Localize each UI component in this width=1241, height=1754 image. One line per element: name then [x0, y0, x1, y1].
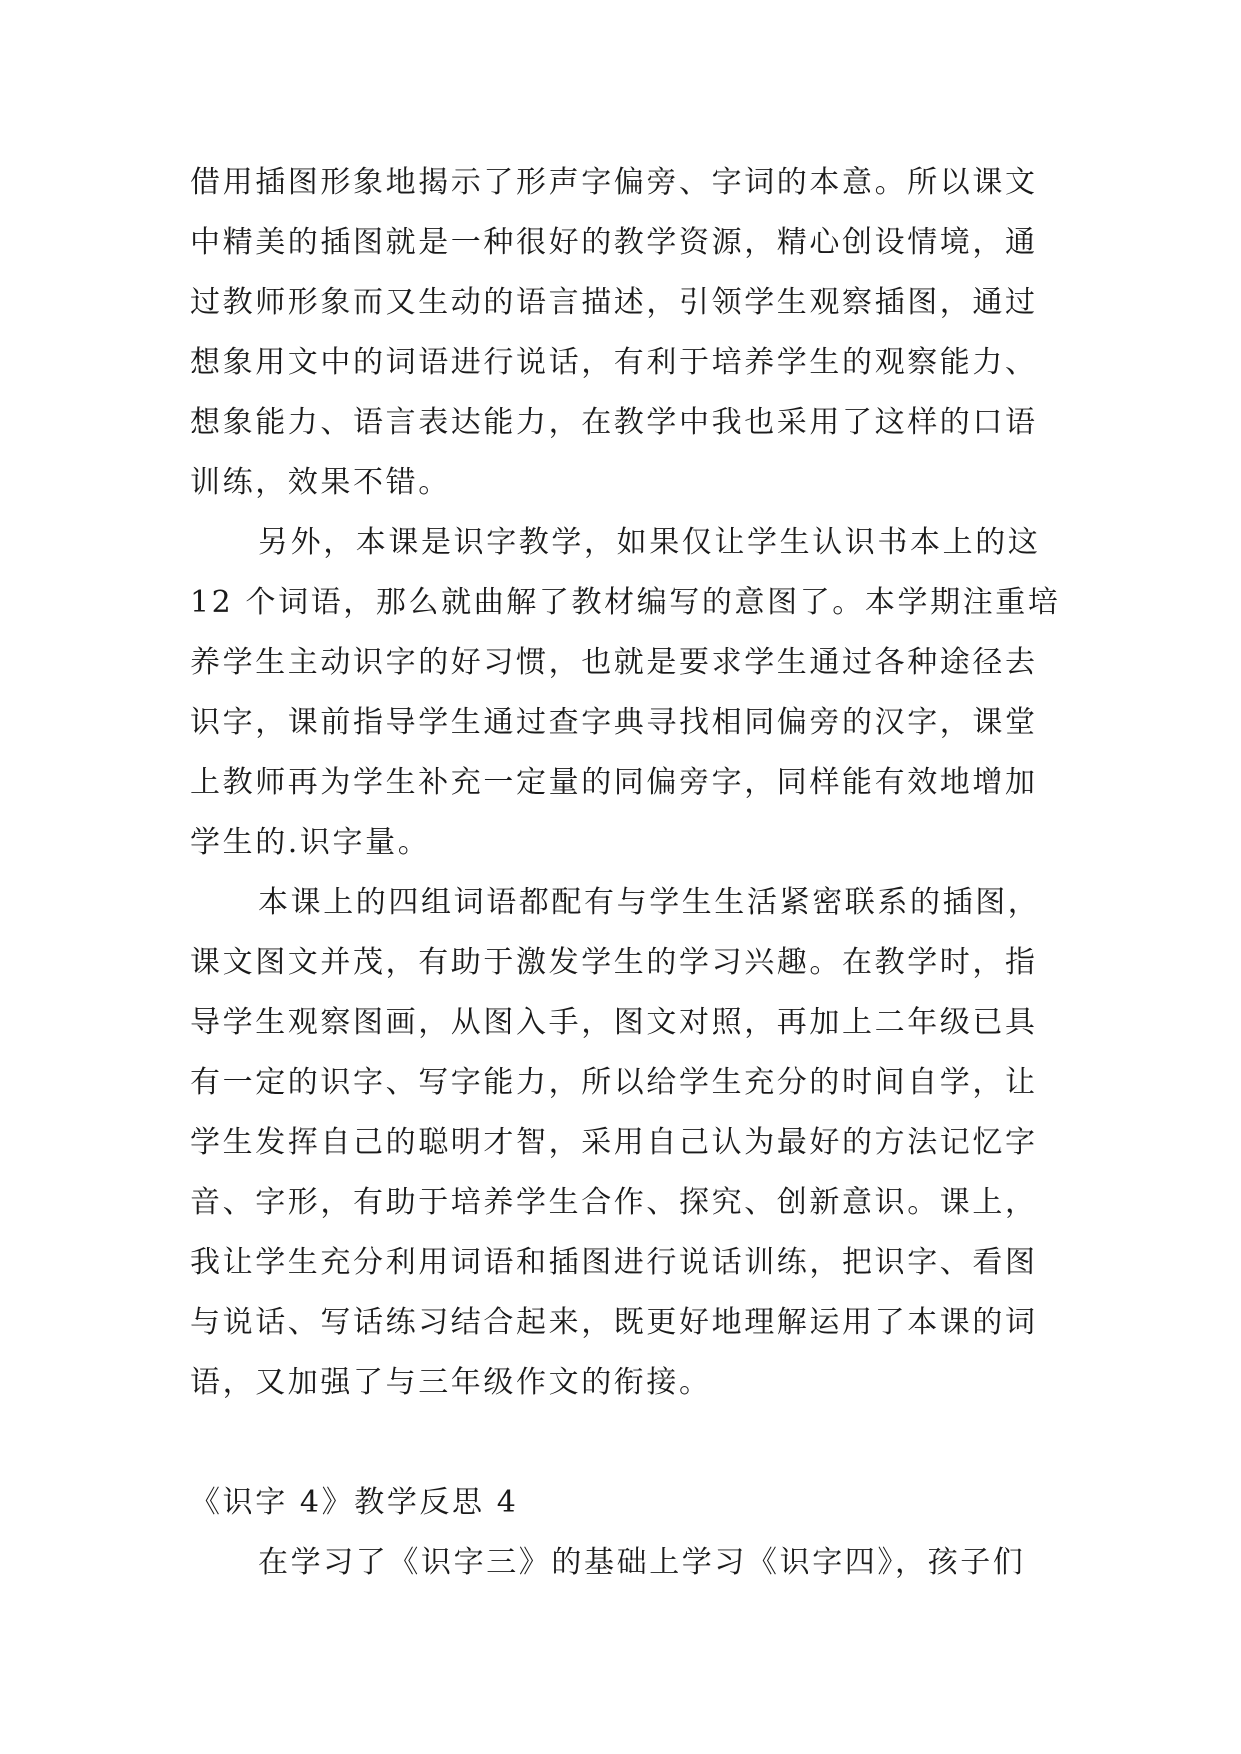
section-title: 《识字 4》教学反思 4: [190, 1485, 519, 1520]
paragraph-3-line-7: 我让学生充分利用词语和插图进行说话训练，把识字、看图: [190, 1245, 1038, 1280]
paragraph-1-line-1: 借用插图形象地揭示了形声字偏旁、字词的本意。所以课文: [190, 165, 1038, 200]
paragraph-1-line-2: 中精美的插图就是一种很好的教学资源，精心创设情境，通: [190, 225, 1038, 260]
paragraph-2-line-2: 12 个词语，那么就曲解了教材编写的意图了。本学期注重培: [190, 585, 1061, 620]
paragraph-3-line-2: 课文图文并茂，有助于激发学生的学习兴趣。在教学时，指: [190, 945, 1038, 980]
paragraph-3-line-1: 本课上的四组词语都配有与学生生活紧密联系的插图，: [258, 885, 1041, 920]
paragraph-3-line-3: 导学生观察图画，从图入手，图文对照，再加上二年级已具: [190, 1005, 1038, 1040]
paragraph-1-line-6: 训练，效果不错。: [190, 465, 451, 500]
paragraph-2-line-1: 另外，本课是识字教学，如果仅让学生认识书本上的这: [258, 525, 1041, 560]
paragraph-2-line-4: 识字，课前指导学生通过查字典寻找相同偏旁的汉字，课堂: [190, 705, 1038, 740]
paragraph-1-line-5: 想象能力、语言表达能力，在教学中我也采用了这样的口语: [190, 405, 1038, 440]
paragraph-3-line-6: 音、字形，有助于培养学生合作、探究、创新意识。课上，: [190, 1185, 1038, 1220]
paragraph-2-line-3: 养学生主动识字的好习惯，也就是要求学生通过各种途径去: [190, 645, 1038, 680]
paragraph-2-line-5: 上教师再为学生补充一定量的同偏旁字，同样能有效地增加: [190, 765, 1038, 800]
paragraph-3-line-5: 学生发挥自己的聪明才智，采用自己认为最好的方法记忆字: [190, 1125, 1038, 1160]
paragraph-3-line-8: 与说话、写话练习结合起来，既更好地理解运用了本课的词: [190, 1305, 1038, 1340]
paragraph-1-line-4: 想象用文中的词语进行说话，有利于培养学生的观察能力、: [190, 345, 1038, 380]
paragraph-2-line-6: 学生的.识字量。: [190, 825, 431, 860]
paragraph-3-line-9: 语，又加强了与三年级作文的衔接。: [190, 1365, 712, 1400]
paragraph-1-line-3: 过教师形象而又生动的语言描述，引领学生观察插图，通过: [190, 285, 1038, 320]
paragraph-3-line-4: 有一定的识字、写字能力，所以给学生充分的时间自学，让: [190, 1065, 1038, 1100]
paragraph-4-line-1: 在学习了《识字三》的基础上学习《识字四》，孩子们: [258, 1545, 1026, 1580]
